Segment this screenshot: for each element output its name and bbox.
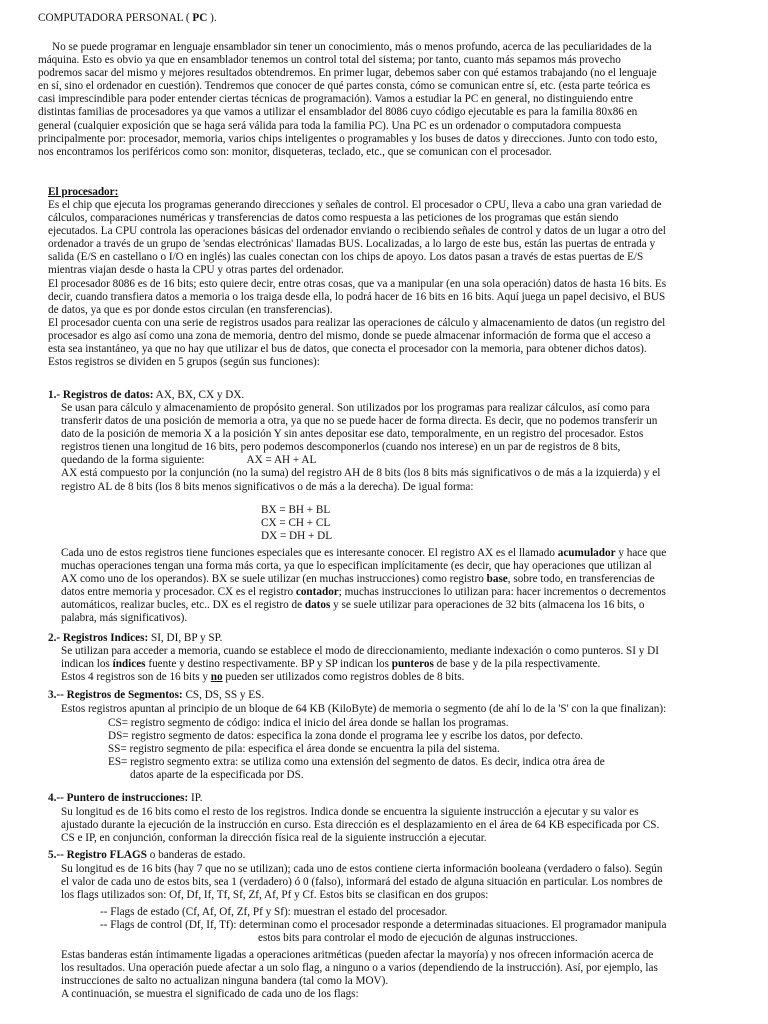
paragraph-line: No se puede programar en lenguaje ensamblador sin tener un conocimiento, más o menos profundo, acerca de las peculiaridades de la bbox=[52, 41, 652, 53]
paragraph-line: El procesador 8086 es de 16 bits; esto quiere decir, entre otras cosas, que va a manipular (en una sola operación) datos de hasta 16 bits. Es bbox=[48, 277, 667, 290]
list-item: CS= registro segmento de código: indica el inicio del área donde se hallan los programas. bbox=[108, 717, 509, 729]
register-equations bbox=[261, 504, 768, 543]
paragraph-line: dato de la posición de memoria X a la posición Y sin antes depositar ese dato, temporalmente, en un registro del procesador. Estos bbox=[61, 428, 644, 441]
formula-line: quedando de la forma siguiente: AX = AH + AL bbox=[61, 454, 317, 467]
paragraph-line: nos encontramos los periféricos como son: monitor, disqueteras, teclado, etc., que se comunican con el procesador. bbox=[38, 145, 552, 158]
paragraph-line: ajustado durante la ejecución de la instrucción en curso. Esta dirección es el desplazamiento en el área de 64 KB especificada por CS. bbox=[61, 819, 660, 832]
document-title: COMPUTADORA PERSONAL ( PC ). bbox=[38, 12, 217, 24]
paragraph-line: AX como uno de los operandos). BX se suele utilizar (en muchas instrucciones) como registro base, sobre todo, en transferencias de bbox=[61, 573, 655, 586]
group-2-body bbox=[61, 645, 768, 684]
paragraph-line: distintas familias de procesadores ya que vamos a utilizar el ensamblador del 8086 cuyo código ejecutable es para la familia 80x86 en bbox=[38, 106, 638, 119]
equation-cx: CX = CH + CL bbox=[261, 517, 331, 530]
procesador-paragraph bbox=[48, 199, 768, 369]
paragraph-line: ejecutados. La CPU controla las operaciones básicas del ordenador enviando o recibiendo señales de control y datos de un lugar a otro del bbox=[48, 225, 666, 238]
paragraph-line: decir, cuando transfiera datos a memoria o los traiga desde ella, lo podrá hacer de 16 bits en 16 bits. Aquí juega un papel decisivo, el BUS bbox=[48, 290, 666, 303]
paragraph-line: en sí, sino el ordenador en cuestión). Tendremos que conocer de qué partes consta, cómo se comunican entre sí, etc. (esta parte teórica es bbox=[38, 80, 651, 93]
group-5-tail bbox=[61, 949, 768, 1001]
register-uses-paragraph bbox=[61, 547, 768, 626]
paragraph-line: esta sea instantáneo, ya que no hay que utilizar el bus de datos, que conecta el procesador con la memoria, para obtener dichos datos). bbox=[48, 343, 647, 356]
equation-dx: DX = DH + DL bbox=[261, 530, 333, 543]
paragraph-line: registro AL de 8 bits (los 8 bits menos significativos o de más a la derecha). De igual forma: bbox=[61, 480, 474, 493]
group-5-body bbox=[61, 863, 768, 902]
paragraph-line: Se usan para cálculo y almacenamiento de propósito general. Son utilizados por los programas para realizar cálculos, así como para bbox=[61, 402, 650, 414]
paragraph-line: automáticos, realizar bucles, etc.. DX es el registro de datos y se suele utilizar para operaciones de 32 bits (almacena los 16 bits, o bbox=[61, 599, 645, 612]
list-item: SS= registro segmento de pila: especifica el área donde se encuentra la pila del sistema. bbox=[108, 743, 500, 756]
paragraph-line: palabra, más significativos). bbox=[61, 612, 188, 625]
paragraph-line: el valor de cada uno de estos bits, sea 1 (verdadero) ó 0 (falso), informará del estado de alguna situación en particular. Los nombres de bbox=[61, 876, 663, 889]
flag-groups bbox=[100, 906, 768, 945]
group-2-heading: 2.- Registros Indices: SI, DI, BP y SP. bbox=[48, 632, 223, 644]
intro-paragraph bbox=[38, 41, 768, 159]
paragraph-line: datos entre memoria y procesador. CX es el registro contador; muchas instrucciones lo utilizan para: hacer incrementos o decrementos bbox=[61, 586, 666, 599]
paragraph-line: Estas banderas están íntimamente ligadas a operaciones aritméticas (pueden afectar la mayoría) y nos ofrecen información acerca de bbox=[61, 949, 654, 961]
paragraph-line: Estos 4 registros son de 16 bits y no pueden ser utilizados como registros dobles de 8 bits. bbox=[61, 671, 465, 684]
paragraph-line: Estos registros apuntan al principio de un bloque de 64 KB (KiloByte) de memoria o segmento (de ahí lo de la 'S' con la que finalizan): bbox=[61, 703, 667, 715]
paragraph-line: salida (E/S en castellano o I/O en inglés) las cuales conectan con los chips de apoyo. Los datos pasan a través de estas puertas de E/S bbox=[48, 251, 644, 264]
paragraph-line: podremos sacar del mismo y mejores resultados obtendremos. En primer lugar, debemos saber con qué estamos trabajando (no el lenguaje bbox=[38, 67, 657, 80]
group-4-heading: 4.-- Puntero de instrucciones: IP. bbox=[48, 792, 203, 804]
paragraph-line: casi imprescindible para poder entender ciertas técnicas de programación). Vamos a estudiar la PC en general, no distinguiendo entre bbox=[38, 93, 634, 106]
paragraph-line: Su longitud es de 16 bits (hay 7 que no se utilizan); cada uno de estos contiene cierta información booleana (verdadero o falso). Según bbox=[61, 863, 663, 875]
segment-register-list bbox=[108, 717, 768, 782]
paragraph-line: los flags utilizados son: Of, Df, If, Tf, Sf, Zf, Af, Pf y Cf. Estos bits se clasifican en dos grupos: bbox=[61, 889, 489, 902]
paragraph-line: de datos, ya que es por donde estos circulan (en transferencias). bbox=[48, 303, 333, 316]
flags-control-continuation: estos bits para controlar el modo de ejecución de algunas instrucciones. bbox=[258, 932, 578, 945]
paragraph-line: registros tienen una longitud de 16 bits, pero podemos descomponerlos (cuando nos interese) en un par de registros de 8 bits, bbox=[61, 441, 621, 454]
section-heading-procesador: El procesador: bbox=[48, 186, 119, 198]
paragraph-line: instrucciones de salto no actualizan ninguna bandera (tal como la MOV). bbox=[61, 975, 389, 988]
paragraph-line: los resultados. Una operación puede afectar a un solo flag, a ninguno o a varios (dependiendo de la instrucción). Así, por ejemplo, las bbox=[61, 962, 658, 975]
paragraph-line: AX está compuesto por la conjunción (no la suma) del registro AH de 8 bits (los 8 bits más significativos o de más a la izquierda) y el bbox=[61, 467, 661, 480]
group-1-heading: 1.- Registros de datos: AX, BX, CX y DX. bbox=[48, 389, 245, 401]
group-3-intro bbox=[61, 703, 768, 716]
paragraph-line: cálculos, comparaciones numéricas y transferencias de datos como respuesta a las peticiones de los programas que están siendo bbox=[48, 212, 619, 225]
list-item: ES= registro segmento extra: se utiliza como una extensión del segmento de datos. Es decir, indica otra área de bbox=[108, 756, 605, 769]
paragraph-line: máquina. Esto es obvio ya que en ensamblador tenemos un control total del sistema; por tanto, cuanto más sepamos más provecho bbox=[38, 54, 621, 67]
flags-estado-item: -- Flags de estado (Cf, Af, Of, Zf, Pf y Sf): muestran el estado del procesador. bbox=[100, 906, 448, 918]
paragraph-line: Estos registros se dividen en 5 grupos (según sus funciones): bbox=[48, 356, 320, 369]
paragraph-line: principalmente por: procesador, memoria, varios chips inteligentes o programables y los buses de datos y direcciones. Junto con todo esto, bbox=[38, 132, 658, 145]
paragraph-line: Se utilizan para acceder a memoria, cuando se establece el modo de direccionamiento, mediante indexación o como punteros. SI y DI bbox=[61, 645, 659, 657]
group-4-body bbox=[61, 806, 768, 845]
paragraph-line: transferir datos de una posición de memoria a otra, ya que no se puede hacer de forma directa. Es decir, que no podemos transferir un bbox=[61, 415, 658, 428]
group-1-body bbox=[61, 402, 768, 494]
paragraph-line: Cada uno de estos registros tiene funciones especiales que es interesante conocer. El registro AX es el llamado acumulador y hace que bbox=[61, 547, 667, 559]
paragraph-line: ordenador a través de un grupo de 'sendas electrónicas' llamadas BUS. Localizadas, a lo largo de este bus, están las puertas de entrada y bbox=[48, 238, 656, 251]
paragraph-line: mientras viajan desde o hasta la CPU y otras partes del ordenador. bbox=[48, 264, 344, 277]
group-3-heading: 3.-- Registros de Segmentos: CS, DS, SS y ES. bbox=[48, 689, 265, 701]
list-item-continuation: datos aparte de la especificada por DS. bbox=[130, 769, 304, 782]
paragraph-line: Es el chip que ejecuta los programas generando direcciones y señales de control. El procesador o CPU, lleva a cabo una gran variedad de bbox=[48, 199, 662, 211]
paragraph-line: A continuación, se muestra el significado de cada uno de los flags: bbox=[61, 988, 359, 1001]
paragraph-line: procesador es algo así como una zona de memoria, dentro del mismo, donde se puede almacenar información de forma que el acceso a bbox=[48, 329, 651, 342]
paragraph-line: general (cualquier exposición que se haga será válida para toda la familia PC). Una PC es un ordenador o computadora compuesta bbox=[38, 119, 622, 132]
paragraph-line: indican los índices fuente y destino respectivamente. BP y SP indican los punteros de base y de la pila respectivamente. bbox=[61, 658, 601, 671]
paragraph-line: muchas operaciones tengan una forma más corta, ya que lo especifican implícitamente (es decir, que hay operaciones que utilizan al bbox=[61, 560, 652, 573]
equation-bx: BX = BH + BL bbox=[261, 504, 331, 516]
paragraph-line: El procesador cuenta con una serie de registros usados para realizar las operaciones de cálculo y almacenamiento de datos (un registro del bbox=[48, 316, 666, 329]
paragraph-line: Su longitud es de 16 bits como el resto de los registros. Indica donde se encuentra la siguiente instrucción a ejecutar y su valor es bbox=[61, 806, 639, 818]
flags-control-item: -- Flags de control (Df, If, Tf): determinan como el procesador responde a determinadas situaciones. El programador manipula bbox=[100, 919, 667, 932]
paragraph-line: CS e IP, en conjunción, conforman la dirección física real de la siguiente instrucción a ejecutar. bbox=[61, 832, 487, 845]
list-item: DS= registro segmento de datos: especifica la zona donde el programa lee y escribe los datos, por defecto. bbox=[108, 730, 584, 743]
group-5-heading: 5.-- Registro FLAGS o banderas de estado. bbox=[48, 849, 246, 861]
